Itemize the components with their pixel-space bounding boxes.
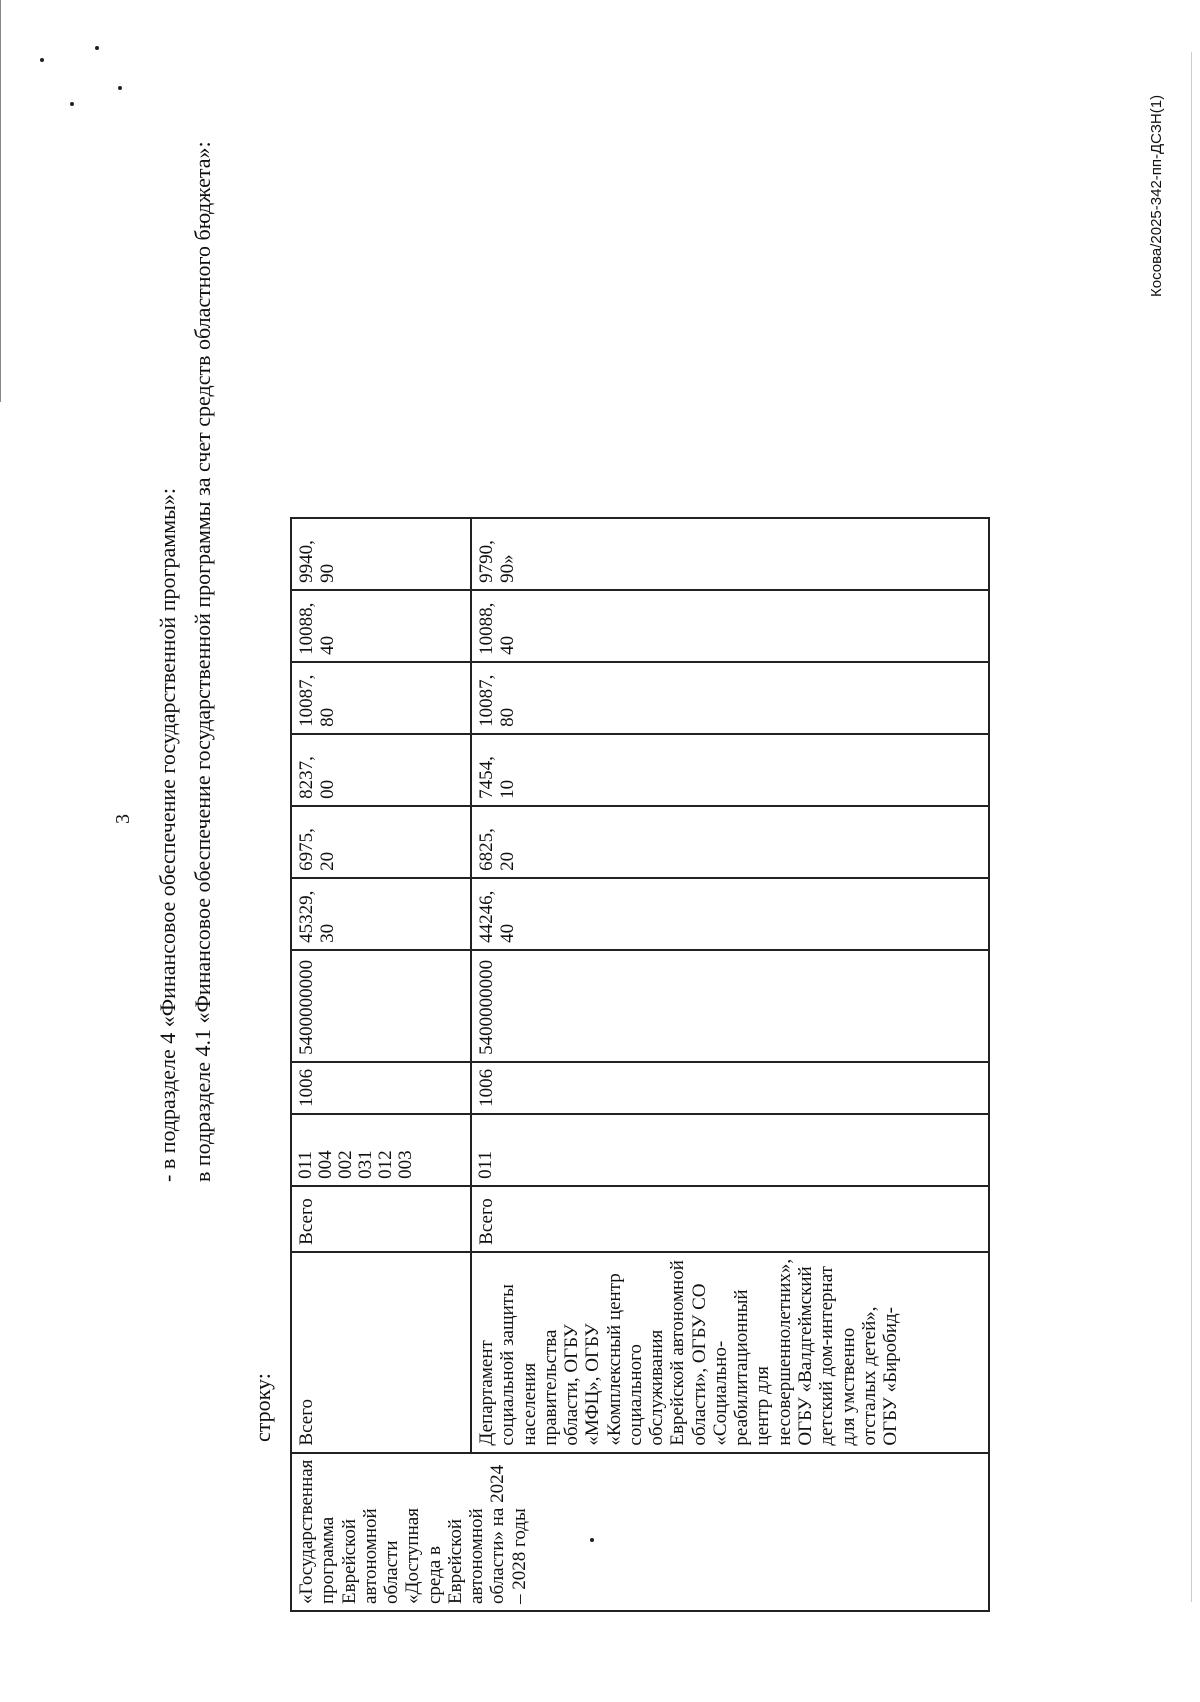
table-row [291,518,471,1611]
code-value: 031 [354,1150,376,1179]
year-2026-cell: 10087, 80 [291,662,471,734]
source-cell: Всего [291,1186,471,1252]
year-2028-cell: 9790, 90» [471,518,989,590]
total-cell: 45329, 30 [291,878,471,950]
code-value: 004 [314,1150,336,1179]
stroku-label: строку: [250,1373,275,1442]
executor-cell: Департамент социальной защиты населения правительства области, ОГБУ «МФЦ», ОГБУ «Комплексный центр социального обслуживания Еврейской автономной области», ОГБУ СО «Социально-реабилитационный центр для несовершеннолетних», ОГБУ «Валдгеймский детский дом-интернат для умственно отсталых детей», ОГБУ «Биробид- [471,1252,989,1453]
finance-table [290,517,990,1612]
kcsr-cell: 5400000000 [471,950,989,1062]
subsection-4-1-line: в подразделе 4.1 «Финансовое обеспечение государственной программы за счет средств областного бюджета»: [190,141,215,1182]
code-value: 003 [394,1150,416,1179]
executor-cell: Всего [291,1252,471,1453]
code-value: 002 [334,1150,356,1179]
year-2024-cell: 6825, 20 [471,806,989,878]
document-id-footer: Косова/2025-342-пп-ДСЗН(1) [1148,94,1165,297]
year-2025-cell: 7454, 10 [471,734,989,806]
scan-edge-line [0,0,1,402]
program-name-cell: «Государственная программа Еврейской автономной области «Доступная среда в Еврейской автономной области» на 2024 – 2028 годы [291,1453,989,1611]
source-cell: Всего [471,1186,989,1252]
total-cell: 44246, 40 [471,878,989,950]
section-cell: 1006 [291,1062,471,1114]
code-value: 011 [295,1151,316,1179]
table-row [471,518,989,1611]
codes-cell [471,1114,989,1186]
year-2024-cell: 6975, 20 [291,806,471,878]
scan-edge-line [1191,52,1192,1602]
codes-cell [291,1114,471,1186]
code-value: 012 [374,1150,396,1179]
section-cell: 1006 [471,1062,989,1114]
page-number: 3 [112,814,134,824]
code-value: 011 [475,1151,496,1179]
year-2026-cell: 10087, 80 [471,662,989,734]
year-2027-cell: 10088, 40 [471,590,989,662]
year-2027-cell: 10088, 40 [291,590,471,662]
year-2028-cell: 9940, 90 [291,518,471,590]
year-2025-cell: 8237, 00 [291,734,471,806]
subsection-4-line: - в подразделе 4 «Финансовое обеспечение государственной программы»: [155,487,180,1182]
kcsr-cell: 5400000000 [291,950,471,1062]
